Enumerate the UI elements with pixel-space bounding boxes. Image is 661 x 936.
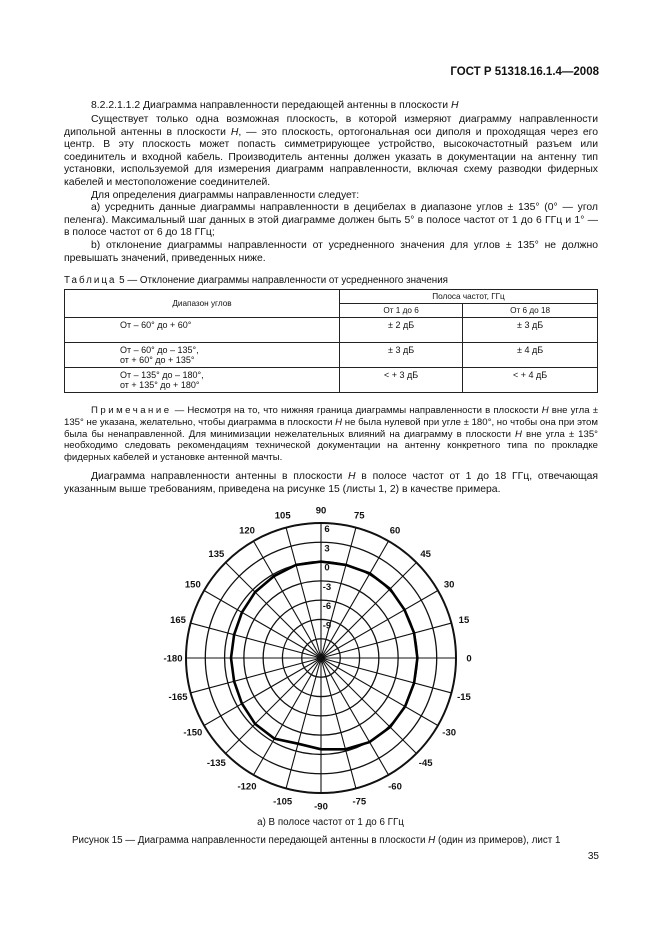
- range-cell: От – 60° до + 60°: [65, 318, 340, 343]
- header-angle-range: Диапазон углов: [65, 290, 340, 318]
- angle-label: -45: [418, 758, 433, 770]
- range-cell: От – 60° до – 135°, от + 60° до + 135°: [65, 343, 340, 368]
- figure-sub-caption: а) В полосе частот от 1 до 6 ГГц: [257, 817, 404, 828]
- grid-spoke: [321, 658, 451, 693]
- radial-label: 6: [324, 524, 330, 535]
- value-cell: ± 2 дБ: [340, 318, 463, 343]
- angle-label: -120: [237, 781, 257, 793]
- grid-spoke: [321, 563, 416, 658]
- table-row: [65, 318, 598, 343]
- angle-label: -135: [206, 758, 226, 770]
- table-caption: Таблица 5 — Отклонение диаграммы направленности от усредненного значения: [64, 275, 448, 286]
- angle-label: -180: [163, 653, 183, 665]
- angle-label: -60: [388, 781, 402, 793]
- angle-label: -15: [457, 691, 471, 703]
- polar-radiation-chart: [150, 500, 490, 816]
- angle-label: -150: [183, 727, 203, 739]
- body-text: [64, 114, 598, 265]
- angle-label: 30: [443, 579, 455, 591]
- paragraph-2: Для определения диаграммы направленности следует:: [91, 189, 360, 201]
- radial-label: 0: [324, 562, 330, 574]
- angle-label: 60: [389, 525, 401, 537]
- grid-spoke: [191, 623, 321, 658]
- angle-label: 135: [208, 548, 225, 560]
- value-cell: ± 4 дБ: [463, 343, 598, 368]
- grid-spoke: [321, 658, 356, 788]
- angle-label: -75: [352, 796, 367, 808]
- table-note: Примечание — Несмотря на то, что нижняя граница диаграммы направленности в плоскости H вне угла ± 135° не указана, желательно, чтобы диаграмма в плоскости H не была нулевой при угле ± 180°, но чтобы она при этом была бы ненаправленной. Для минимизации нежелательных влияний на диаграмму в плоскости H вне угла ± 135° необходимо следовать рекомендациям технической документации на антенну конкретного типа по прокладке фидерных кабелей и установке антенной мачты.: [64, 405, 598, 464]
- grid-spoke: [286, 528, 321, 658]
- paragraph-4: b) отклонение диаграммы направленности от усредненного значения для углов ± 135° не должно превышать значений, приведенных ниже.: [64, 239, 598, 264]
- angle-label: 105: [274, 510, 291, 522]
- header-6-18: От 6 до 18: [463, 304, 598, 318]
- header-frequency-band: Полоса частот, ГГц: [340, 290, 598, 304]
- angle-label: 150: [184, 579, 201, 591]
- paragraph-3: а) усреднить данные диаграммы направленности в децибелах в диапазоне углов ± 135° (0° — угол пеленга). Максимальный шаг данных в этой диаграмме должен быть 5° в полосе частот от 1 до 6 ГГц и 1° — в полосе частот от 6 до 18 ГГц;: [64, 202, 598, 239]
- angle-label: 90: [315, 505, 327, 517]
- figure-caption: Рисунок 15 — Диаграмма направленности передающей антенны в плоскости H (один из примеров), лист 1: [72, 835, 561, 846]
- value-cell: < + 3 дБ: [340, 368, 463, 393]
- value-cell: ± 3 дБ: [463, 318, 598, 343]
- table-row: [65, 368, 598, 393]
- figure-intro-paragraph: Диаграмма направленности антенны в плоскости H в полосе частот от 1 до 18 ГГц, отвечающая указанным выше требованиям, приведена на рисунке 15 (листы 1, 2) в качестве примера.: [64, 471, 598, 495]
- paragraph-1: Существует только одна возможная плоскость, в которой измеряют диаграмму направленности дипольной антенны в плоскости H, — это плоскость, ортогональная оси диполя и проходящая через его центр. В эту плоскость может попасть симметрирующее устройство, высокочастотный разъем или соединитель и входной кабель. Производитель антенны должен указать в документации на антенну тип установки, используемой для измерения диаграмм направленности, включая схему разводки фидерных кабелей и местоположение соединителей.: [64, 114, 598, 188]
- radial-label: -9: [322, 620, 332, 632]
- grid-spoke: [191, 658, 321, 693]
- angle-label: 165: [170, 615, 186, 627]
- page-number: 35: [587, 851, 599, 862]
- value-cell: < + 4 дБ: [463, 368, 598, 393]
- angle-label: 75: [354, 510, 365, 522]
- value-cell: ± 3 дБ: [340, 343, 463, 368]
- grid-spoke: [286, 658, 321, 788]
- radial-label: -6: [322, 601, 332, 613]
- range-cell: От – 135° до – 180°, от + 135° до + 180°: [65, 368, 340, 393]
- angle-label: 120: [239, 525, 255, 537]
- angle-label: -90: [314, 801, 328, 813]
- header-1-6: От 1 до 6: [340, 304, 463, 318]
- deviation-table: [64, 289, 598, 393]
- grid-spoke: [321, 658, 416, 753]
- table-row: [65, 343, 598, 368]
- grid-spoke: [321, 623, 451, 658]
- angle-label: 0: [466, 653, 472, 665]
- section-title: 8.2.2.1.1.2 Диаграмма направленности передающей антенны в плоскости H: [91, 100, 459, 111]
- angle-label: 15: [458, 615, 470, 627]
- angle-label: -30: [442, 727, 457, 739]
- angle-label: 45: [420, 548, 431, 560]
- document-header: ГОСТ Р 51318.16.1.4—2008: [450, 66, 599, 78]
- radial-label: -3: [322, 581, 332, 593]
- radial-label: 3: [324, 543, 330, 555]
- angle-label: -165: [168, 691, 188, 703]
- angle-label: -105: [273, 796, 293, 808]
